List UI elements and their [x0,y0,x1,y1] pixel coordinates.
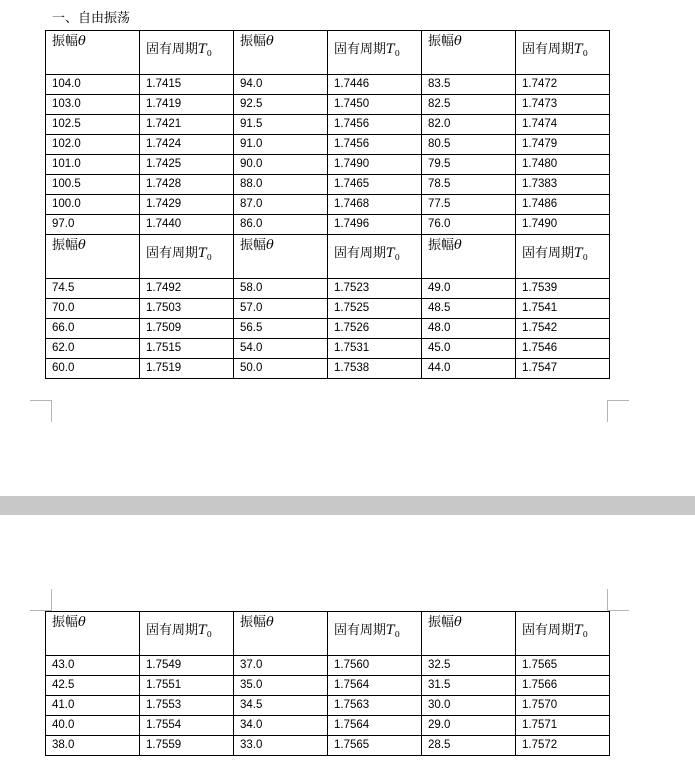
amplitude-cell: 56.5 [234,319,328,339]
table-header-row [46,612,610,656]
t-subscript: 0 [582,253,588,262]
amplitude-cell: 32.5 [422,656,516,676]
t-subscript: 0 [206,49,212,58]
theta-symbol: θ [78,238,86,253]
amplitude-cell: 43.0 [46,656,140,676]
period-cell: 1.7456 [328,115,422,135]
period-cell: 1.7526 [328,319,422,339]
period-cell: 1.7473 [516,95,610,115]
t-symbol: T [198,246,207,261]
period-label: 固有周期 [146,246,199,261]
t-symbol: T [574,246,583,261]
period-cell: 1.7539 [516,279,610,299]
amplitude-cell: 91.0 [234,135,328,155]
amplitude-label: 振幅 [240,238,267,253]
period-cell: 1.7541 [516,299,610,319]
period-cell: 1.7446 [328,75,422,95]
period-cell: 1.7546 [516,339,610,359]
period-header-cell [140,612,234,656]
t-subscript: 0 [394,253,400,262]
table-row [46,736,610,756]
theta-symbol: θ [266,34,274,49]
period-cell: 1.7509 [140,319,234,339]
period-cell: 1.7519 [140,359,234,379]
amplitude-cell: 49.0 [422,279,516,299]
table-row [46,359,610,379]
amplitude-cell: 92.5 [234,95,328,115]
table-header-row [46,31,610,75]
amplitude-cell: 37.0 [234,656,328,676]
period-cell: 1.7415 [140,75,234,95]
amplitude-cell: 91.5 [234,115,328,135]
period-cell: 1.7492 [140,279,234,299]
period-cell: 1.7456 [328,135,422,155]
table-row [46,95,610,115]
amplitude-cell: 82.0 [422,115,516,135]
period-cell: 1.7515 [140,339,234,359]
period-cell: 1.7440 [140,215,234,235]
theta-symbol: θ [454,34,462,49]
amplitude-cell: 90.0 [234,155,328,175]
period-cell: 1.7425 [140,155,234,175]
period-cell: 1.7474 [516,115,610,135]
period-cell: 1.7503 [140,299,234,319]
amplitude-cell: 57.0 [234,299,328,319]
amplitude-cell: 40.0 [46,716,140,736]
amplitude-header-cell [46,235,140,279]
section-heading: 一、自由振荡 [52,11,131,26]
amplitude-cell: 88.0 [234,175,328,195]
period-header-cell [328,31,422,75]
period-label: 固有周期 [334,42,387,57]
period-cell: 1.7479 [516,135,610,155]
period-cell: 1.7547 [516,359,610,379]
table-row [46,716,610,736]
amplitude-cell: 101.0 [46,155,140,175]
amplitude-cell: 82.5 [422,95,516,115]
table-row [46,696,610,716]
theta-symbol: θ [454,238,462,253]
amplitude-cell: 62.0 [46,339,140,359]
amplitude-cell: 58.0 [234,279,328,299]
period-header-cell [140,31,234,75]
period-cell: 1.7490 [516,215,610,235]
table-header-row [46,235,610,279]
period-cell: 1.7564 [328,676,422,696]
t-subscript: 0 [582,49,588,58]
amplitude-label: 振幅 [428,615,455,630]
amplitude-cell: 76.0 [422,215,516,235]
period-cell: 1.7428 [140,175,234,195]
amplitude-cell: 35.0 [234,676,328,696]
amplitude-header-cell [234,612,328,656]
period-cell: 1.7480 [516,155,610,175]
t-symbol: T [386,623,395,638]
period-cell: 1.7429 [140,195,234,215]
t-subscript: 0 [394,49,400,58]
amplitude-cell: 45.0 [422,339,516,359]
period-cell: 1.7523 [328,279,422,299]
period-header-cell [516,31,610,75]
period-cell: 1.7572 [516,736,610,756]
amplitude-cell: 48.5 [422,299,516,319]
table-row [46,135,610,155]
period-cell: 1.7559 [140,736,234,756]
table-row [46,319,610,339]
crop-mark-bottom-left [30,400,52,401]
period-header-cell [140,235,234,279]
crop-mark-top-left [51,589,52,611]
t-symbol: T [386,246,395,261]
amplitude-cell: 78.5 [422,175,516,195]
amplitude-label: 振幅 [52,34,79,49]
period-cell: 1.7496 [328,215,422,235]
amplitude-cell: 48.0 [422,319,516,339]
amplitude-cell: 87.0 [234,195,328,215]
amplitude-label: 振幅 [52,238,79,253]
amplitude-label: 振幅 [52,615,79,630]
amplitude-cell: 70.0 [46,299,140,319]
theta-symbol: θ [454,615,462,630]
period-header-cell [328,612,422,656]
period-header-cell [516,612,610,656]
period-header-cell [516,235,610,279]
amplitude-cell: 77.5 [422,195,516,215]
amplitude-cell: 97.0 [46,215,140,235]
amplitude-cell: 94.0 [234,75,328,95]
page-gap [0,496,695,515]
amplitude-cell: 38.0 [46,736,140,756]
table-row [46,75,610,95]
t-symbol: T [574,623,583,638]
period-header-cell [328,235,422,279]
period-cell: 1.7465 [328,175,422,195]
period-cell: 1.7383 [516,175,610,195]
amplitude-cell: 104.0 [46,75,140,95]
amplitude-cell: 102.0 [46,135,140,155]
amplitude-header-cell [46,612,140,656]
free-oscillation-table-2 [45,611,610,756]
t-subscript: 0 [582,630,588,639]
amplitude-cell: 34.5 [234,696,328,716]
amplitude-cell: 30.0 [422,696,516,716]
period-cell: 1.7565 [328,736,422,756]
amplitude-cell: 74.5 [46,279,140,299]
amplitude-cell: 44.0 [422,359,516,379]
period-cell: 1.7450 [328,95,422,115]
period-cell: 1.7472 [516,75,610,95]
amplitude-cell: 60.0 [46,359,140,379]
period-label: 固有周期 [522,42,575,57]
period-cell: 1.7542 [516,319,610,339]
amplitude-cell: 50.0 [234,359,328,379]
amplitude-cell: 66.0 [46,319,140,339]
amplitude-cell: 86.0 [234,215,328,235]
t-subscript: 0 [206,630,212,639]
period-cell: 1.7564 [328,716,422,736]
crop-mark-top-right [607,589,608,611]
table-row [46,676,610,696]
amplitude-cell: 83.5 [422,75,516,95]
period-cell: 1.7424 [140,135,234,155]
period-cell: 1.7468 [328,195,422,215]
amplitude-cell: 103.0 [46,95,140,115]
period-cell: 1.7571 [516,716,610,736]
crop-mark-top-right [607,610,629,611]
table-row [46,656,610,676]
amplitude-header-cell [234,31,328,75]
period-cell: 1.7570 [516,696,610,716]
table-row [46,155,610,175]
t-symbol: T [198,42,207,57]
amplitude-cell: 31.5 [422,676,516,696]
theta-symbol: θ [78,615,86,630]
table-row [46,195,610,215]
amplitude-cell: 80.5 [422,135,516,155]
period-cell: 1.7554 [140,716,234,736]
amplitude-cell: 100.0 [46,195,140,215]
period-label: 固有周期 [522,246,575,261]
amplitude-label: 振幅 [428,34,455,49]
period-label: 固有周期 [334,246,387,261]
amplitude-cell: 34.0 [234,716,328,736]
period-label: 固有周期 [146,42,199,57]
amplitude-cell: 54.0 [234,339,328,359]
period-cell: 1.7531 [328,339,422,359]
period-label: 固有周期 [146,623,199,638]
free-oscillation-table-1 [45,30,610,379]
amplitude-header-cell [422,612,516,656]
amplitude-cell: 33.0 [234,736,328,756]
table-row [46,279,610,299]
amplitude-cell: 102.5 [46,115,140,135]
amplitude-cell: 79.5 [422,155,516,175]
amplitude-label: 振幅 [240,34,267,49]
amplitude-cell: 100.5 [46,175,140,195]
period-label: 固有周期 [522,623,575,638]
t-symbol: T [574,42,583,57]
table-row [46,339,610,359]
table-row [46,115,610,135]
period-cell: 1.7419 [140,95,234,115]
period-cell: 1.7565 [516,656,610,676]
table-row [46,215,610,235]
period-cell: 1.7486 [516,195,610,215]
period-cell: 1.7563 [328,696,422,716]
t-subscript: 0 [394,630,400,639]
amplitude-header-cell [234,235,328,279]
theta-symbol: θ [78,34,86,49]
t-subscript: 0 [206,253,212,262]
amplitude-header-cell [422,31,516,75]
period-label: 固有周期 [334,623,387,638]
amplitude-cell: 42.5 [46,676,140,696]
table-row [46,299,610,319]
theta-symbol: θ [266,238,274,253]
period-cell: 1.7490 [328,155,422,175]
period-cell: 1.7538 [328,359,422,379]
period-cell: 1.7566 [516,676,610,696]
period-cell: 1.7560 [328,656,422,676]
table-row [46,175,610,195]
amplitude-cell: 29.0 [422,716,516,736]
t-symbol: T [198,623,207,638]
amplitude-label: 振幅 [240,615,267,630]
period-cell: 1.7525 [328,299,422,319]
amplitude-header-cell [46,31,140,75]
period-cell: 1.7421 [140,115,234,135]
period-cell: 1.7553 [140,696,234,716]
crop-mark-bottom-left [51,400,52,422]
crop-mark-bottom-right [607,400,608,422]
t-symbol: T [386,42,395,57]
crop-mark-bottom-right [607,400,629,401]
amplitude-cell: 41.0 [46,696,140,716]
period-cell: 1.7549 [140,656,234,676]
theta-symbol: θ [266,615,274,630]
amplitude-label: 振幅 [428,238,455,253]
period-cell: 1.7551 [140,676,234,696]
amplitude-header-cell [422,235,516,279]
amplitude-cell: 28.5 [422,736,516,756]
